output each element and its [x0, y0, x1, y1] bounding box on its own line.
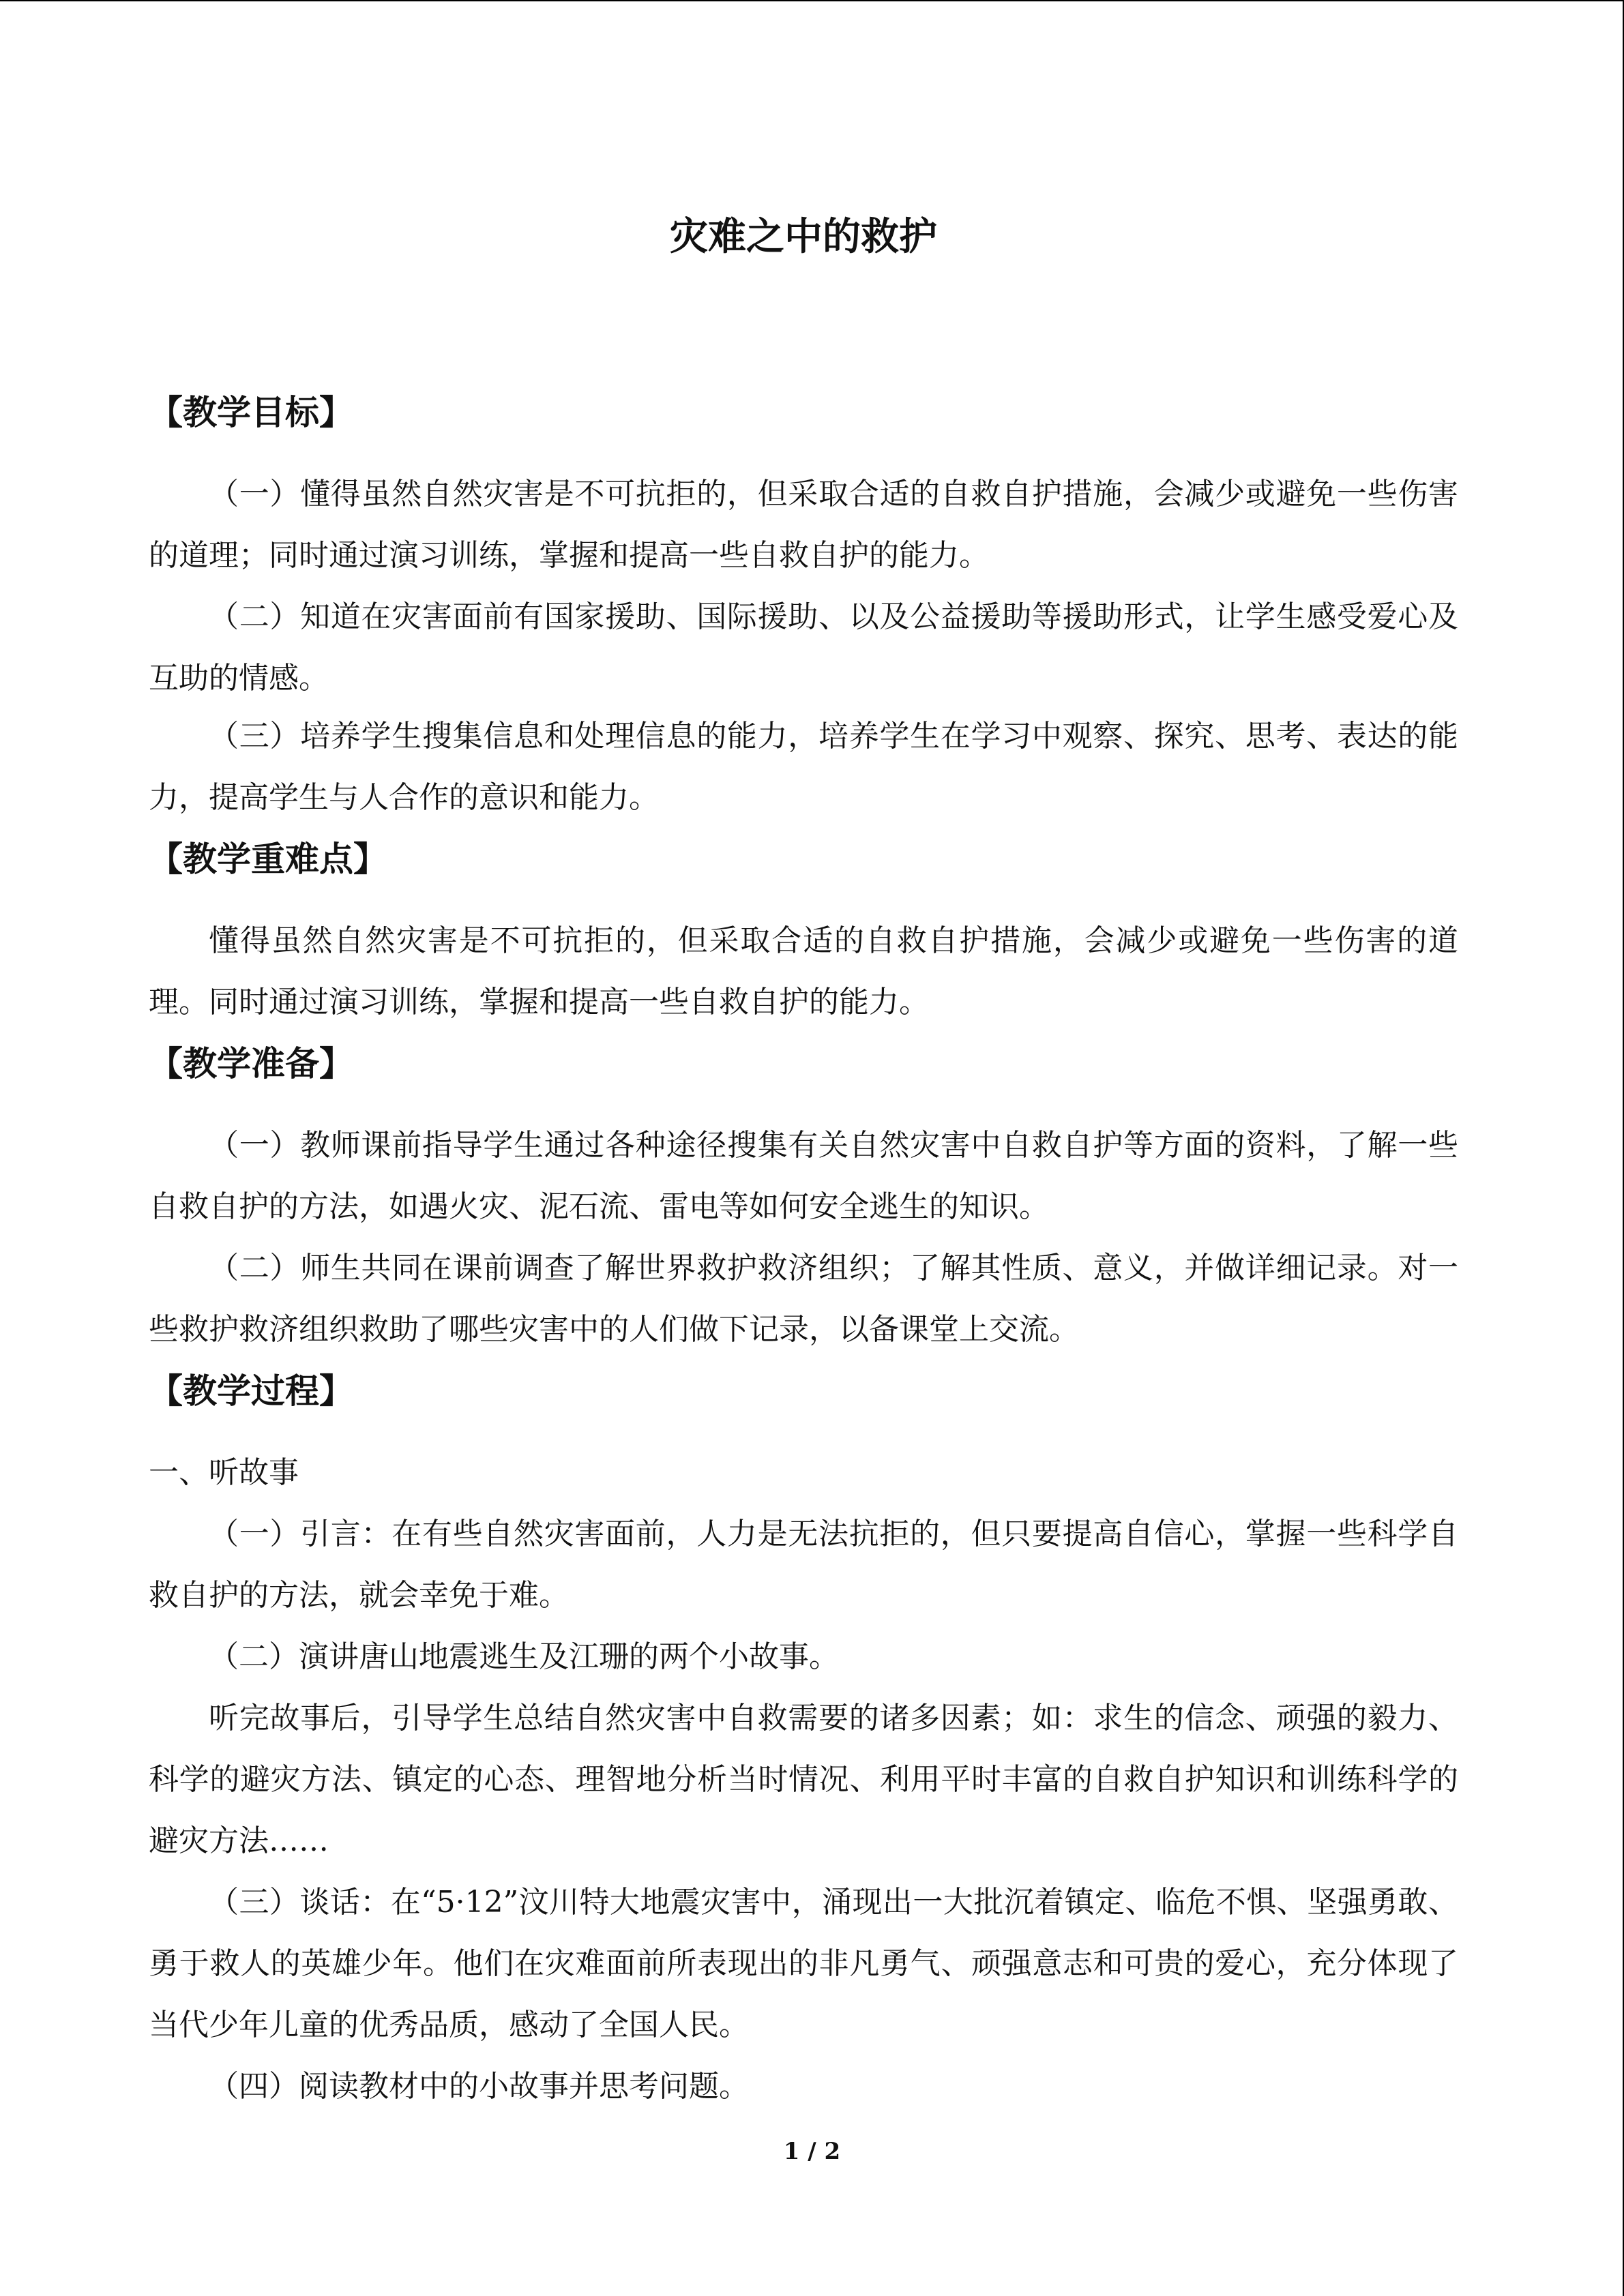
process-paragraph-5: （四）阅读教材中的小故事并思考问题。 [209, 2069, 749, 2104]
heading-preparation: 【教学准备】 [149, 1044, 353, 1084]
heading-key-points: 【教学重难点】 [149, 839, 387, 879]
key-points-paragraph: 懂得虽然自然灾害是不可抗拒的，但采取合适的自救自护措施，会减少或避免一些伤害的道理。同时通过演习训练，掌握和提高一些自救自护的能力。 [149, 923, 1458, 1019]
goal-paragraph-1: （一）懂得虽然自然灾害是不可抗拒的，但采取合适的自救自护措施，会减少或避免一些伤害的道理；同时通过演习训练，掌握和提高一些自救自护的能力。 [149, 477, 1458, 573]
heading-process: 【教学过程】 [149, 1371, 353, 1411]
page-top-border [0, 0, 1624, 1]
goal-paragraph-2: （二）知道在灾害面前有国家援助、国际援助、以及公益援助等援助形式，让学生感受爱心及互助的情感。 [149, 599, 1458, 696]
document-title: 灾难之中的救护 [670, 214, 937, 259]
goal-paragraph-3: （三）培养学生搜集信息和处理信息的能力，培养学生在学习中观察、探究、思考、表达的能力，提高学生与人合作的意识和能力。 [149, 719, 1458, 815]
process-paragraph-2: （二）演讲唐山地震逃生及江珊的两个小故事。 [209, 1639, 839, 1674]
process-paragraph-3: 听完故事后，引导学生总结自然灾害中自救需要的诸多因素；如：求生的信念、顽强的毅力、科学的避灾方法、镇定的心态、理智地分析当时情况、利用平时丰富的自救自护知识和训练科学的避灾方法…… [149, 1701, 1458, 1858]
page-number: 1 / 2 [783, 2138, 841, 2165]
preparation-paragraph-2: （二）师生共同在课前调查了解世界救护救济组织；了解其性质、意义，并做详细记录。对一些救护救济组织救助了哪些灾害中的人们做下记录，以备课堂上交流。 [149, 1251, 1458, 1347]
process-subheading: 一、听故事 [149, 1455, 299, 1490]
preparation-paragraph-1: （一）教师课前指导学生通过各种途径搜集有关自然灾害中自救自护等方面的资料，了解一些自救自护的方法，如遇火灾、泥石流、雷电等如何安全逃生的知识。 [149, 1128, 1458, 1224]
process-paragraph-4: （三）谈话：在“5·12”汶川特大地震灾害中，涌现出一大批沉着镇定、临危不惧、坚强勇敢、勇于救人的英雄少年。他们在灾难面前所表现出的非凡勇气、顽强意志和可贵的爱心，充分体现了当代少年儿童的优秀品质，感动了全国人民。 [149, 1885, 1458, 2042]
process-paragraph-1: （一）引言：在有些自然灾害面前，人力是无法抗拒的，但只要提高自信心，掌握一些科学自救自护的方法，就会幸免于难。 [149, 1517, 1458, 1613]
heading-teaching-goals: 【教学目标】 [149, 393, 353, 432]
